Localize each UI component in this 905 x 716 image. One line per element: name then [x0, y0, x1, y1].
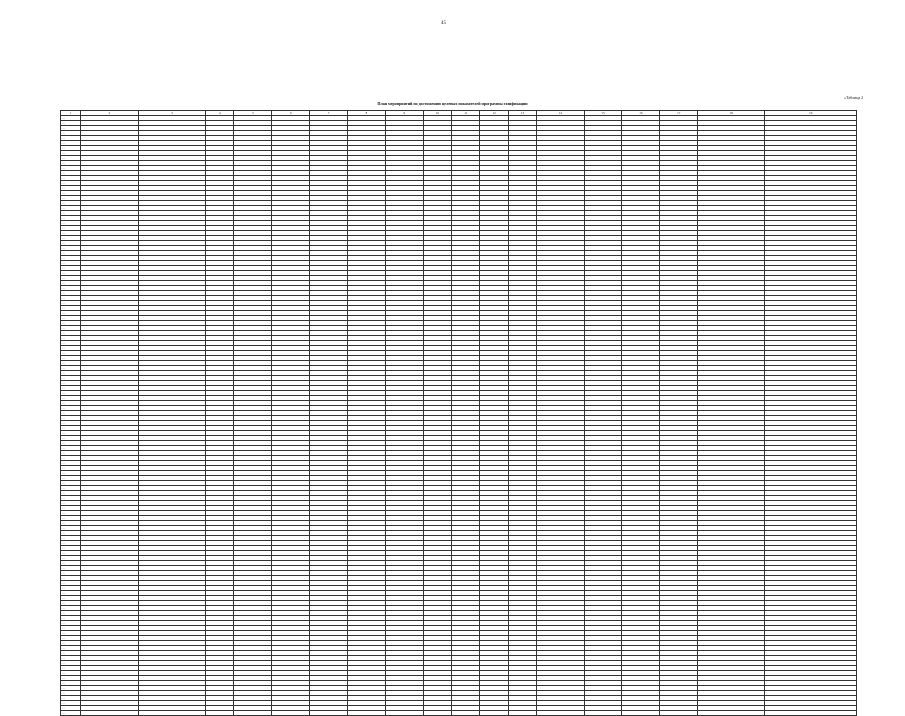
column-number-cell: 15	[584, 111, 622, 116]
table-cell	[234, 711, 272, 716]
column-number-cell: 11	[452, 111, 480, 116]
table-cell: …	[61, 601, 81, 606]
table-cell: …	[61, 326, 81, 331]
table-cell: …	[61, 436, 81, 441]
table-cell: …	[61, 506, 81, 511]
table-cell: …	[61, 146, 81, 151]
table-cell: …	[61, 456, 81, 461]
table-cell: …	[61, 486, 81, 491]
table-cell: …	[61, 501, 81, 506]
table-cell: …	[61, 191, 81, 196]
table-cell: …	[61, 236, 81, 241]
table-cell: …	[61, 481, 81, 486]
column-number-cell: 17	[660, 111, 698, 116]
table-cell: …	[61, 596, 81, 601]
table-cell: …	[61, 116, 81, 121]
table-cell: …	[61, 271, 81, 276]
table-cell: …	[61, 541, 81, 546]
table-cell	[423, 711, 451, 716]
table-cell: …	[61, 671, 81, 676]
table-cell: …	[61, 706, 81, 711]
column-number-cell: 9	[385, 111, 423, 116]
table-cell: …	[61, 281, 81, 286]
table-cell: …	[61, 696, 81, 701]
table-cell: …	[61, 511, 81, 516]
table-cell: …	[61, 461, 81, 466]
table-cell: …	[61, 356, 81, 361]
table-cell	[138, 711, 205, 716]
table-row	[61, 711, 857, 716]
table-cell: …	[61, 211, 81, 216]
table-cell: …	[61, 161, 81, 166]
table-cell: …	[61, 441, 81, 446]
table-cell	[385, 711, 423, 716]
table-cell: …	[61, 376, 81, 381]
table-cell: …	[61, 586, 81, 591]
table-cell: …	[61, 231, 81, 236]
table-cell: …	[61, 276, 81, 281]
column-number-cell: 2	[80, 111, 138, 116]
table-cell: …	[61, 186, 81, 191]
table-cell: …	[61, 321, 81, 326]
table-cell	[480, 711, 508, 716]
table-cell: …	[61, 636, 81, 641]
page-number: 45	[441, 21, 446, 26]
table-cell: …	[61, 661, 81, 666]
table-cell: …	[61, 171, 81, 176]
table-cell: …	[61, 261, 81, 266]
table-cell: …	[61, 571, 81, 576]
table-cell: …	[61, 196, 81, 201]
column-number-cell: 8	[348, 111, 386, 116]
table-cell: …	[61, 626, 81, 631]
table-cell: …	[61, 561, 81, 566]
table-cell: …	[61, 546, 81, 551]
table-cell: …	[61, 446, 81, 451]
table-cell	[765, 711, 857, 716]
data-table	[60, 110, 857, 716]
table-cell: …	[61, 386, 81, 391]
table-cell: …	[61, 256, 81, 261]
table-cell: …	[61, 676, 81, 681]
table-cell: …	[61, 551, 81, 556]
table-cell: …	[61, 381, 81, 386]
table-cell	[508, 711, 536, 716]
table-cell: …	[61, 466, 81, 471]
table-cell: …	[61, 581, 81, 586]
table-cell: …	[61, 206, 81, 211]
table-cell	[537, 711, 584, 716]
table-cell: …	[61, 691, 81, 696]
table-cell: …	[61, 341, 81, 346]
table-cell: …	[61, 611, 81, 616]
table-cell: …	[61, 531, 81, 536]
table-cell: …	[61, 451, 81, 456]
table-cell: …	[61, 631, 81, 636]
column-number-cell: 1	[61, 111, 81, 116]
table-cell	[452, 711, 480, 716]
table-cell: …	[61, 536, 81, 541]
table-cell: …	[61, 666, 81, 671]
table-cell: …	[61, 121, 81, 126]
table-cell	[660, 711, 698, 716]
table-cell: …	[61, 156, 81, 161]
table-cell: …	[61, 496, 81, 501]
table-cell: …	[61, 311, 81, 316]
column-number-cell: 10	[423, 111, 451, 116]
table-title: План мероприятий по достижению целевых показателей программы газификации	[377, 101, 528, 106]
table-cell: …	[61, 226, 81, 231]
table-cell	[272, 711, 310, 716]
column-number-cell: 18	[698, 111, 765, 116]
table-cell: …	[61, 421, 81, 426]
table-cell: …	[61, 306, 81, 311]
table-cell: …	[61, 246, 81, 251]
column-number-cell: 3	[138, 111, 205, 116]
table-cell	[348, 711, 386, 716]
table-cell	[622, 711, 660, 716]
table-cell: …	[61, 316, 81, 321]
table-cell: …	[61, 656, 81, 661]
table-cell: …	[61, 371, 81, 376]
table-cell: …	[61, 566, 81, 571]
column-number-cell: 19	[765, 111, 857, 116]
table-cell	[698, 711, 765, 716]
table-cell: …	[61, 361, 81, 366]
table-cell: …	[61, 651, 81, 656]
table-cell: …	[61, 346, 81, 351]
table-cell: …	[61, 641, 81, 646]
table-cell: …	[61, 391, 81, 396]
table-cell: …	[61, 396, 81, 401]
table-cell: …	[61, 416, 81, 421]
table-cell	[80, 711, 138, 716]
table-cell: …	[61, 606, 81, 611]
table-cell: …	[61, 616, 81, 621]
table-cell: …	[61, 711, 81, 716]
table-cell: …	[61, 241, 81, 246]
table-cell: …	[61, 181, 81, 186]
table-cell: …	[61, 701, 81, 706]
table-cell: …	[61, 166, 81, 171]
table-cell: …	[61, 141, 81, 146]
table-cell: …	[61, 126, 81, 131]
table-cell: …	[61, 331, 81, 336]
column-number-cell: 13	[508, 111, 536, 116]
column-number-cell: 12	[480, 111, 508, 116]
table-cell: …	[61, 221, 81, 226]
table-cell: …	[61, 591, 81, 596]
table-cell: …	[61, 351, 81, 356]
table-cell	[310, 711, 348, 716]
table-cell: …	[61, 176, 81, 181]
table-cell: …	[61, 646, 81, 651]
table-cell: …	[61, 406, 81, 411]
table-cell: …	[61, 411, 81, 416]
column-number-cell: 7	[310, 111, 348, 116]
table-cell: …	[61, 401, 81, 406]
table-cell: …	[61, 426, 81, 431]
table-cell: …	[61, 366, 81, 371]
table-cell	[584, 711, 622, 716]
table-cell: …	[61, 516, 81, 521]
table-cell	[206, 711, 234, 716]
table-cell: …	[61, 251, 81, 256]
table-cell: …	[61, 131, 81, 136]
table-cell: …	[61, 336, 81, 341]
table-cell: …	[61, 471, 81, 476]
table-cell: …	[61, 681, 81, 686]
table-cell: …	[61, 266, 81, 271]
table-cell: …	[61, 216, 81, 221]
column-number-cell: 16	[622, 111, 660, 116]
table-cell: …	[61, 576, 81, 581]
table-cell: …	[61, 686, 81, 691]
column-number-cell: 4	[206, 111, 234, 116]
column-number-cell: 5	[234, 111, 272, 116]
table-cell: …	[61, 151, 81, 156]
table-cell: …	[61, 301, 81, 306]
table-cell: …	[61, 431, 81, 436]
table-cell: …	[61, 526, 81, 531]
column-number-cell: 14	[537, 111, 584, 116]
table-label: «Таблица 2	[844, 95, 864, 100]
column-number-cell: 6	[272, 111, 310, 116]
table-cell: …	[61, 286, 81, 291]
table-cell: …	[61, 201, 81, 206]
table-cell: …	[61, 136, 81, 141]
table-cell: …	[61, 621, 81, 626]
table-cell: …	[61, 296, 81, 301]
table-cell: …	[61, 476, 81, 481]
table-cell: …	[61, 556, 81, 561]
table-cell: …	[61, 491, 81, 496]
table-cell: …	[61, 521, 81, 526]
table-cell: …	[61, 291, 81, 296]
